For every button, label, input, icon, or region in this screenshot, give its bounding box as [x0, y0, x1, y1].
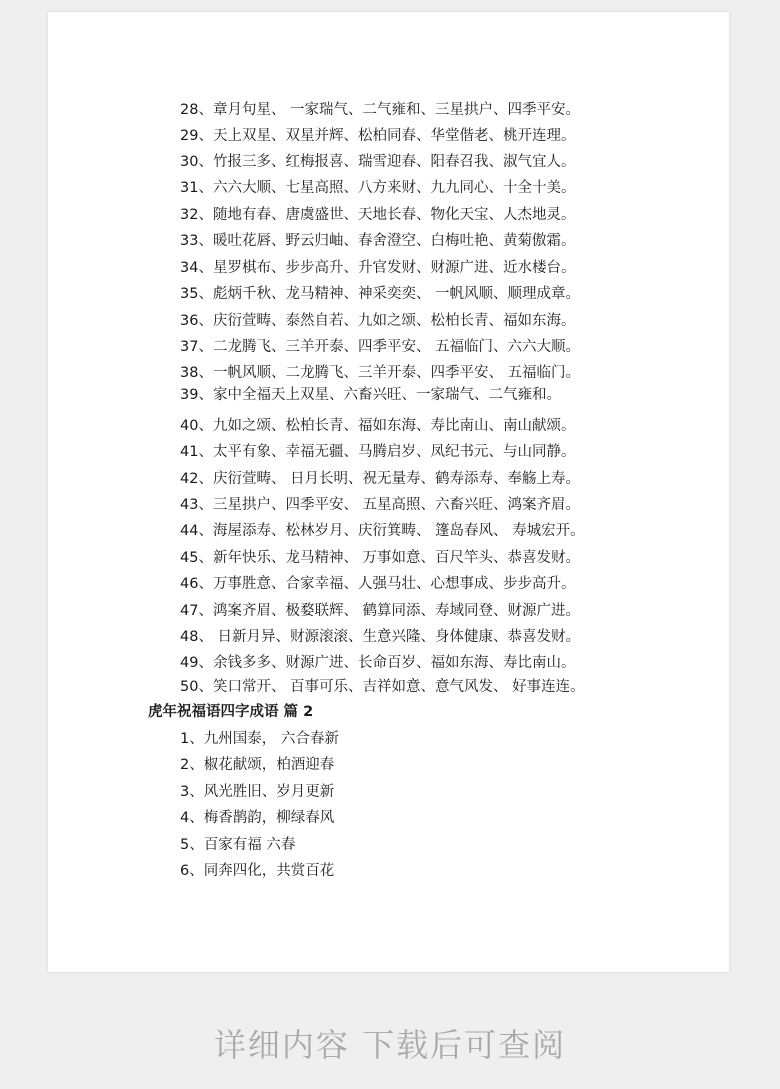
section-item-2: 2、椒花献颂，柏酒迎春 — [180, 757, 335, 773]
idiom-line-28: 28、章月句星、 一家瑞气、二气雍和、三星拱户、四季平安。 — [180, 102, 581, 118]
idiom-line-50: 50、笑口常开、 百事可乐、吉祥如意、意气风发、 好事连连。 — [180, 679, 585, 695]
idiom-line-29: 29、天上双星、双星并辉、松柏同春、华堂偕老、桃开连理。 — [180, 128, 576, 144]
idiom-line-32: 32、随地有春、唐虞盛世、天地长春、物化天宝、人杰地灵。 — [180, 207, 576, 223]
idiom-line-39: 39、家中全福天上双星、六畜兴旺、一家瑞气、二气雍和。 — [180, 387, 561, 403]
idiom-line-46: 46、万事胜意、合家幸福、人强马壮、心想事成、步步高升。 — [180, 576, 576, 592]
document-page — [48, 12, 729, 972]
idiom-line-34: 34、星罗棋布、步步高升、升官发财、财源广进、近水楼台。 — [180, 260, 576, 276]
idiom-line-41: 41、太平有象、幸福无疆、马腾启岁、凤纪书元、与山同静。 — [180, 444, 576, 460]
download-footer-text: 详细内容 下载后可查阅 — [213, 1026, 567, 1064]
idiom-line-48: 48、 日新月异、财源滚滚、生意兴隆、身体健康、恭喜发财。 — [180, 629, 581, 645]
section-item-5: 5、百家有福 六春 — [180, 837, 296, 853]
idiom-line-36: 36、庆衍萱畴、泰然自若、九如之颂、松柏长青、福如东海。 — [180, 313, 576, 329]
section-item-6: 6、同奔四化，共赏百花 — [180, 863, 335, 879]
idiom-line-42: 42、庆衍萱畴、 日月长明、祝无量寿、鹤寿添寿、奉觞上寿。 — [180, 471, 581, 487]
section-item-3: 3、风光胜旧、岁月更新 — [180, 784, 335, 800]
idiom-line-30: 30、竹报三多、红梅报喜、瑞雪迎春、阳春召我、淑气宜人。 — [180, 154, 576, 170]
idiom-line-49: 49、余钱多多、财源广进、长命百岁、福如东海、寿比南山。 — [180, 655, 576, 671]
idiom-line-37: 37、二龙腾飞、三羊开泰、四季平安、 五福临门、六六大顺。 — [180, 339, 581, 355]
section-heading: 虎年祝福语四字成语 篇 2 — [148, 704, 314, 720]
idiom-line-31: 31、六六大顺、七星高照、八方来财、九九同心、十全十美。 — [180, 180, 576, 196]
section-item-1: 1、九州国泰， 六合春新 — [180, 731, 339, 747]
idiom-line-33: 33、暖吐花唇、野云归岫、春舍澄空、白梅吐艳、黄菊傲霜。 — [180, 233, 576, 249]
section-item-4: 4、梅香鹊韵，柳绿春风 — [180, 810, 335, 826]
idiom-line-45: 45、新年快乐、龙马精神、 万事如意、百尺竿头、恭喜发财。 — [180, 550, 581, 566]
idiom-line-40: 40、九如之颂、松柏长青、福如东海、寿比南山、南山献颂。 — [180, 418, 576, 434]
idiom-line-35: 35、彪炳千秋、龙马精神、神采奕奕、 一帆风顺、顺理成章。 — [180, 286, 581, 302]
idiom-line-47: 47、鸿案齐眉、极婺联辉、 鹤算同添、寿域同登、财源广进。 — [180, 603, 581, 619]
idiom-line-44: 44、海屋添寿、松林岁月、庆衍箕畴、 篷岛春风、 寿城宏开。 — [180, 523, 585, 539]
idiom-line-38: 38、一帆风顺、二龙腾飞、三羊开泰、四季平安、 五福临门。 — [180, 365, 581, 381]
idiom-line-43: 43、三星拱户、四季平安、 五星高照、六畜兴旺、鸿案齐眉。 — [180, 497, 581, 513]
